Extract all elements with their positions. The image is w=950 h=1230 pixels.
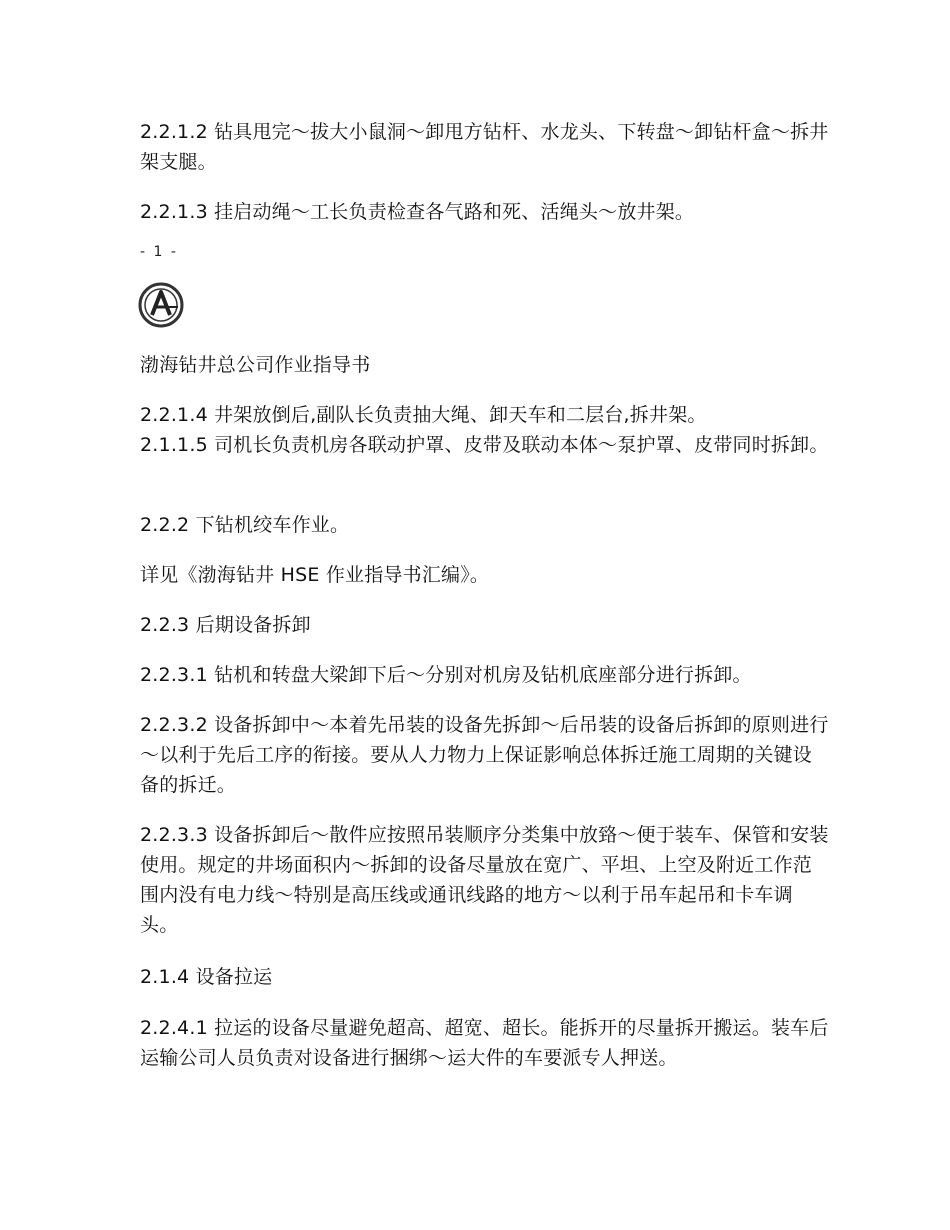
paragraph-2-2-3: 2.2.3 后期设备拆卸 xyxy=(140,614,311,636)
paragraph-2-2-3-1: 2.2.3.1 钻机和转盘大梁卸下后～分别对机房及钻机底座部分进行拆卸。 xyxy=(140,664,752,686)
page-number: - 1 - xyxy=(140,244,178,260)
paragraph-2-2-1-3: 2.2.1.3 挂启动绳～工长负责检查各气路和死、活绳头～放井架。 xyxy=(140,201,695,223)
paragraph-2-1-1-5: 2.1.1.5 司机长负责机房各联动护罩、皮带及联动本体～泵护罩、皮带同时拆卸。 xyxy=(140,434,829,456)
header-title: 渤海钻井总公司作业指导书 xyxy=(140,354,371,376)
paragraph-reference: 详见《渤海钻井 HSE 作业指导书汇编》。 xyxy=(140,564,490,586)
paragraph-2-2-3-2: 2.2.3.2 设备拆卸中～本着先吊装的设备先拆卸～后吊装的设备后拆卸的原则进行～以利于先后工序的衔接。要从人力物力上保证影响总体拆迁施工周期的关键设备的拆迁。 xyxy=(140,714,829,796)
paragraph-2-2-2: 2.2.2 下钻机绞车作业。 xyxy=(140,514,350,536)
paragraph-2-1-4: 2.1.4 设备拉运 xyxy=(140,966,273,988)
paragraph-2-2-1-2: 2.2.1.2 钻具甩完～拔大小鼠洞～卸甩方钻杆、水龙头、下转盘～卸钻杆盒～拆井架支腿。 xyxy=(140,121,829,173)
company-logo-icon xyxy=(138,282,184,328)
paragraph-2-2-3-3: 2.2.3.3 设备拆卸后～散件应按照吊装顺序分类集中放臵～便于装车、保管和安装使用。规定的井场面积内～拆卸的设备尽量放在宽广、平坦、上空及附近工作范围内没有电力线～特别是高压线或通讯线路的地方～以利于吊车起吊和卡车调头。 xyxy=(140,824,829,936)
paragraph-2-2-1-4: 2.2.1.4 井架放倒后,副队长负责抽大绳、卸天车和二层台,拆井架。 xyxy=(140,404,707,426)
paragraph-2-2-4-1: 2.2.4.1 拉运的设备尽量避免超高、超宽、超长。能拆开的尽量拆开搬运。装车后运输公司人员负责对设备进行捆绑～运大件的车要派专人押送。 xyxy=(140,1017,829,1069)
